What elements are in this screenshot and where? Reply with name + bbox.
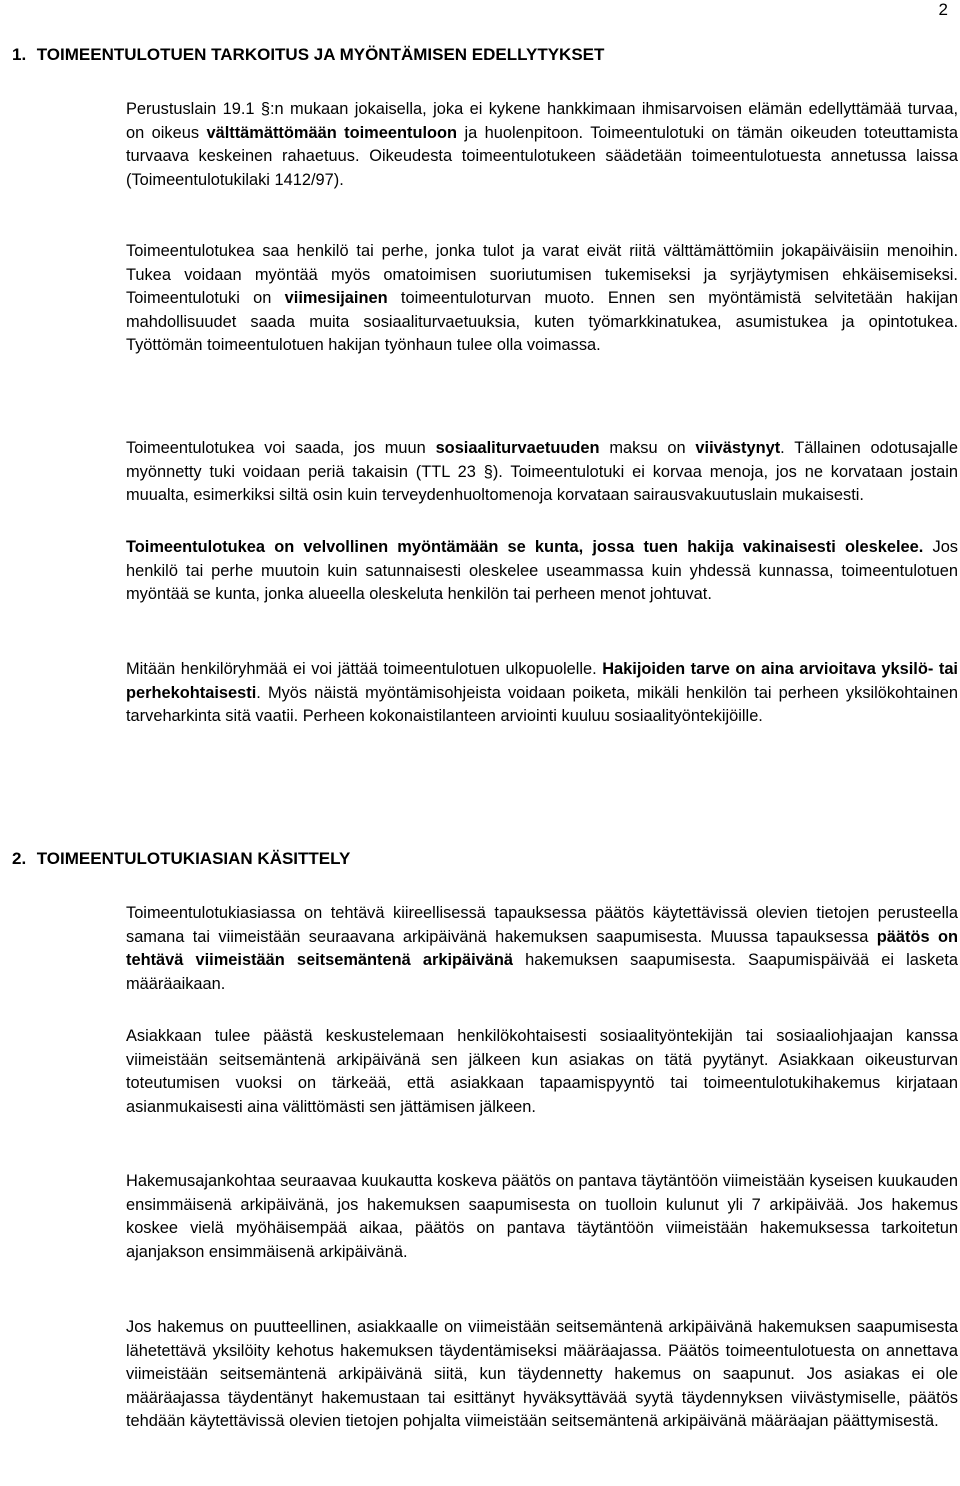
section-2-paragraph-3: Hakemusajankohtaa seuraavaa kuukautta koskeva päätös on pantava täytäntöön viimeistään kyseisen kuukauden ensimmäisenä arkipäivänä, jos hakemuksen saapumisesta on tuolloin kulunut yli 7 arkipäivää. Jos hakemus koskee vielä myöhäisempää aikaa, päätös on pantava täytäntöön viimeistään hakemuksessa tarkoitetun ajanjakson ensimmäisenä arkipäivänä. (126, 1172, 958, 1261)
section-2-heading (12, 848, 350, 870)
section-2-title: TOIMEENTULOTUKIASIAN KÄSITTELY (36, 849, 351, 868)
section-1-paragraph-4 (126, 536, 958, 607)
emphasis: välttämättömään toimeentuloon (206, 123, 458, 142)
text: Jos henkilö tai perhe muutoin kuin satunnaisesti oleskelee useammassa kuin yhdessä kunnassa, toimeentulotuen myöntää se kunta, jonka alueella oleskeluta henkilön tai perheen menot johtuvat. (126, 538, 959, 603)
section-1-heading (12, 44, 604, 66)
section-1-number: 1. (12, 45, 27, 64)
section-1-paragraph-5 (126, 658, 958, 729)
emphasis: Hakijoiden tarve on aina arvioitava yksilö- tai perhekohtaisesti (126, 660, 958, 702)
emphasis: päätös on tehtävä viimeistään seitsemäntenä arkipäivänä (126, 927, 958, 969)
section-1-paragraph-3 (126, 437, 958, 508)
text: hakemuksen saapumisesta. Saapumispäivää ei lasketa määräaikaan. (126, 951, 959, 993)
emphasis: viimesijainen (284, 289, 388, 307)
text: toimeentuloturvan muoto. Ennen sen myöntämistä selvitetään hakijan mahdollisuudet saada muita sosiaaliturvaetuuksia, kuten työmarkkinatukea, asumistukea ja opintotukea. Työttömän toimeentulotuen hakijan työnhaun tulee olla voimassa. (126, 289, 958, 354)
page-number: 2 (938, 0, 948, 19)
text: ja huolenpitoon. Toimeentulotuki on tämän oikeuden toteuttamista turvaava keskeinen rahaetuus. Oikeudesta toimeentulotukeen säädetään toimeentulotuesta annetussa laissa (Toimeentulotukilaki 1412/97). (126, 123, 958, 189)
section-2-paragraph-1 (126, 902, 958, 996)
text: maksu on (599, 439, 696, 457)
text: . Tällainen odotusajalle myönnetty tuki voidaan periä takaisin (TTL 23 §). Toimeentulotuki ei korvaa menoja, jos ne korvataan jostain muualta, esimerkiksi siltä osin kuin terveydenhuoltomenoja korvataan sairausvakuutuslain mukaisesti. (126, 439, 958, 504)
section-2-number: 2. (12, 849, 27, 868)
text: Mitään henkilöryhmää ei voi jättää toimeentulotuen ulkopuolelle. (126, 660, 603, 678)
section-2-paragraph-2: Asiakkaan tulee päästä keskustelemaan henkilökohtaisesti sosiaalityöntekijän tai sosiaaliohjaajan kanssa viimeistään seitsemäntenä arkipäivänä sen jälkeen kun asiakas on tätä pyytänyt. Asiakkaan oikeusturvan toteutumisen vuoksi on tärkeää, että asiakkaan tapaamispyyntö tai toimeentulotukihakemus kirjataan asianmukaisesti aina välittömästi sen jättämisen jälkeen. (126, 1027, 958, 1116)
text: Perustuslain 19.1 §:n mukaan jokaisella, joka ei kykene hankkimaan ihmisarvoisen elämän edellyttämää turvaa, on oikeus (126, 100, 958, 142)
emphasis: viivästynyt (695, 439, 781, 457)
section-1-paragraph-2 (126, 240, 958, 358)
text: Toimeentulotukea saa henkilö tai perhe, jonka tulot ja varat eivät riitä välttämättömiin jokapäiväisiin menoihin. Tukea voidaan myöntää myös omatoimisen suoriutumisen tukemiseksi ja syrjäytymisen ehkäisemiseksi. Toimeentulotuki on (126, 242, 958, 307)
text: . Myös näistä myöntämisohjeista voidaan poiketa, mikäli henkilön tai perheen yksilökohtainen tarveharkinta sitä vaatii. Perheen kokonaistilanteen arviointi kuuluu sosiaalityöntekijöille. (126, 683, 958, 725)
emphasis: Toimeentulotukea on velvollinen myöntämään se kunta, jossa tuen hakija vakinaisesti oleskelee. (126, 538, 924, 556)
text: Toimeentulotukiasiassa on tehtävä kiireellisessä tapauksessa päätös käytettävissä olevien tietojen perusteella samana tai viimeistään seuraavana arkipäivänä hakemuksen saapumisesta. Muussa tapauksessa (126, 904, 958, 946)
text: Toimeentulotukea voi saada, jos muun (126, 439, 436, 457)
section-1-paragraph-1 (126, 98, 958, 192)
section-2-paragraph-4: Jos hakemus on puutteellinen, asiakkaalle on viimeistään seitsemäntenä arkipäivänä hakemuksen saapumisesta lähetettävä yksilöity kehotus hakemuksen täydentämiseksi määräajassa. Päätös toimeentulotuesta on annettava viimeistään seitsemäntenä arkipäivänä siitä, kun täydennetty hakemus on saapunut. Jos asiakas ei ole määräajassa täydentänyt hakemustaan tai esittänyt hyväksyttävää syytä täydennyksen viivästymiselle, päätös tehdään käytettävissä olevien tietojen pohjalta viimeistään seitsemäntenä arkipäivänä määräajan päättymisestä. (126, 1318, 958, 1430)
section-1-title: TOIMEENTULOTUEN TARKOITUS JA MYÖNTÄMISEN EDELLYTYKSET (36, 45, 605, 64)
emphasis: sosiaaliturvaetuuden (435, 439, 600, 457)
